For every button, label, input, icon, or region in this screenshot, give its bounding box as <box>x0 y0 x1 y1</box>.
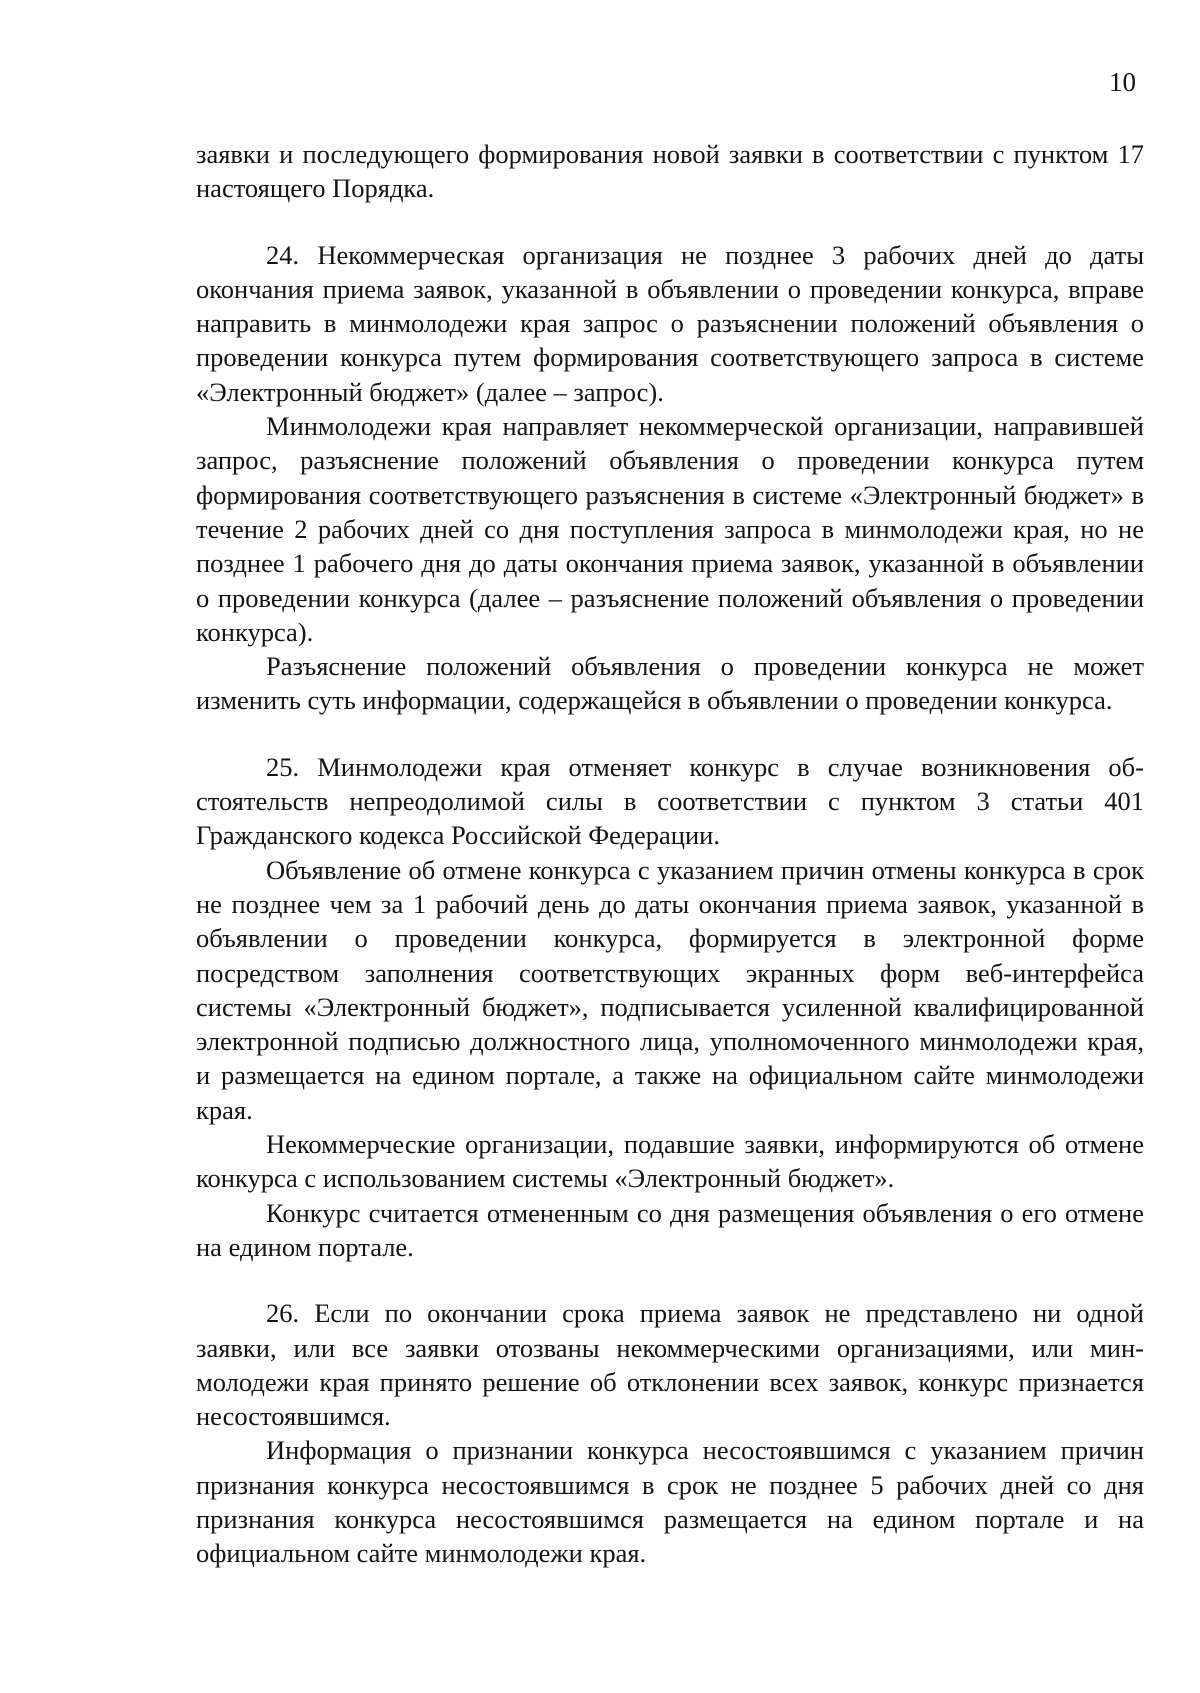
paragraph-cancellation-date: Конкурс считается отмененным со дня размещения объявления о его отмене на едином портале. <box>196 1197 1144 1262</box>
paragraph-item-26: 26. Если по окончании срока приема заявок не представлено ни одной заявки, или все заявки отозваны некоммерческими организациями, или минмолодежи края принято решение об отклонении всех заявок, конкурс признается несостоявшимся. <box>196 1298 1144 1432</box>
page-number: 10 <box>1109 67 1136 97</box>
paragraph-cancellation-notice: Объявление об отмене конкурса с указанием причин отмены конкурса в срок не позднее чем за 1 рабочий день до даты окончания приема заявок, указанной в объявлении о проведении конкурса, формируется в электронной форме посредством заполнения соответствующих экранных форм веб-интерфейса системы «Электронный бюджет», подписывается усиленной квалифицированной электронной подписью должностного лица, уполномоченного минмолодежи края, и размещается на едином портале, а также на официальном сайте минмолодежи края. <box>196 854 1144 1125</box>
document-body <box>196 137 1144 1571</box>
paragraph-clarification-limit: Разъяснение положений объявления о проведении конкурса не может изменить суть информации, содержащейся в объявлении о проведении конкурса. <box>196 651 1144 716</box>
paragraph-item-25: 25. Минмолодежи края отменяет конкурс в случае возникновения обстоятельств непреодолимой силы в соответствии с пунктом 3 статьи 401 Гражданского кодекса Российской Федерации. <box>196 751 1144 851</box>
paragraph-applicants-informed: Некоммерческие организации, подавшие заявки, информируются об отмене конкурса с использованием системы «Электронный бюджет». <box>196 1129 1144 1194</box>
paragraph-continuation: заявки и последующего формирования новой заявки в соответствии с пунктом 17 настоящего Порядка. <box>196 139 1144 204</box>
paragraph-failed-contest-info: Информация о признании конкурса несостоявшимся с указанием причин признания конкурса несостоявшимся в срок не позднее 5 рабочих дней со дня признания конкурса несостоявшимся размещается на едином портале и на официальном сайте минмолодежи края. <box>196 1435 1144 1569</box>
paragraph-item-24: 24. Некоммерческая организация не позднее 3 рабочих дней до даты окончания приема заявок, указанной в объявлении о проведении конкурса, вправе направить в минмолодежи края запрос о разъяснении положений объявления о проведении конкурса путем формирования соответствующего запроса в системе «Электронный бюджет» (далее – запрос). <box>196 239 1144 407</box>
paragraph-clarification: Минмолодежи края направляет некоммерческой организации, направившей запрос, разъяснение положений объявления о проведении конкурса путем формирования соответствующего разъяснения в системе «Электронный бюджет» в течение 2 рабочих дней со дня поступления запроса в минмолодежи края, но не позднее 1 рабочего дня до даты окончания приема заявок, указанной в объявлении о проведении конкурса (далее – разъяснение положений объявления о проведении конкурса). <box>196 411 1144 647</box>
